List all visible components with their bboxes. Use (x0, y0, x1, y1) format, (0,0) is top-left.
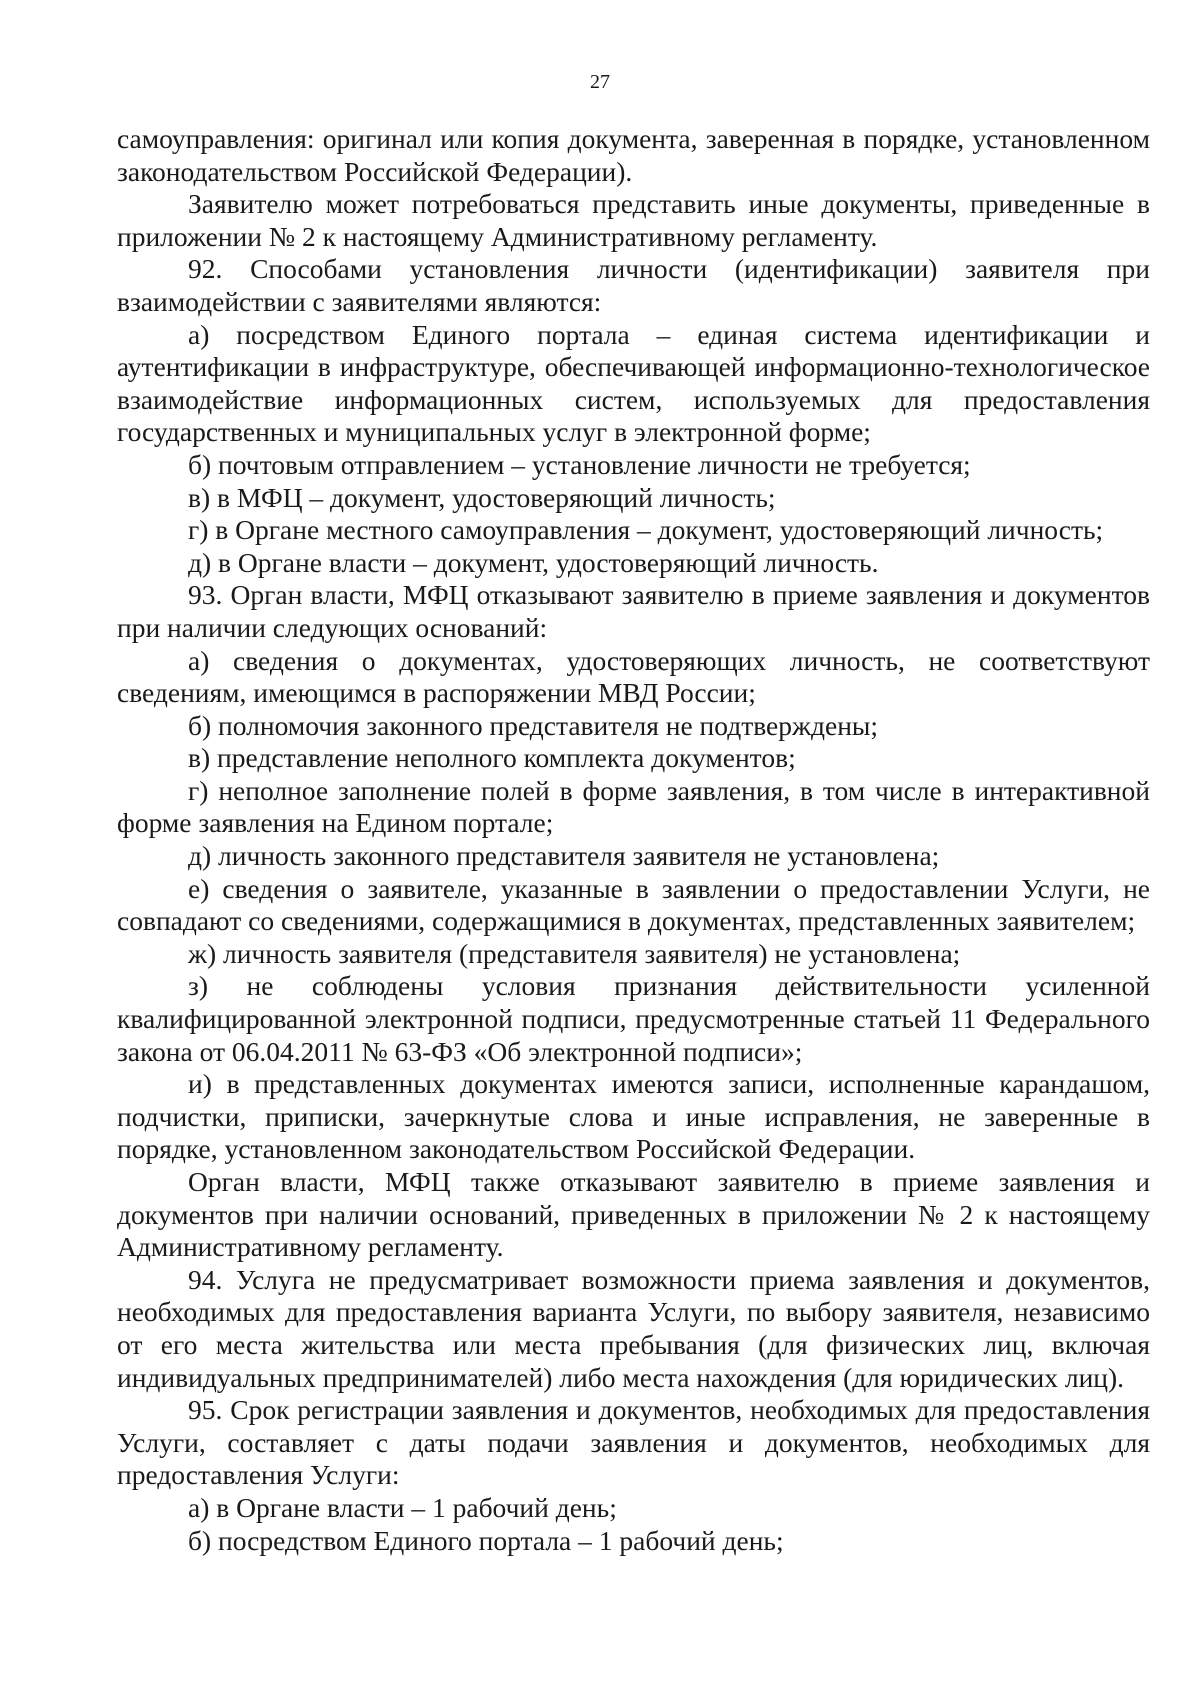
paragraph: Заявителю может потребоваться представить иные документы, приведенные в приложении № 2 к настоящему Административному регламенту. (117, 188, 1150, 252)
paragraph: а) сведения о документах, удостоверяющих личность, не соответствуют сведениям, имеющимся в распоряжении МВД России; (117, 644, 1150, 709)
paragraph: а) в Органе власти – 1 рабочий день; (188, 1491, 617, 1523)
paragraph: г) в Органе местного самоуправления – документ, удостоверяющий личность; (188, 514, 1104, 546)
paragraph: д) в Органе власти – документ, удостоверяющий личность. (188, 546, 879, 578)
document-body (117, 123, 1150, 1557)
paragraph: Орган власти, МФЦ также отказывают заявителю в приеме заявления и документов при наличии оснований, приведенных в приложении № 2 к настоящему Административному регламенту. (117, 1166, 1150, 1263)
paragraph: ж) личность заявителя (представителя заявителя) не установлена; (188, 937, 961, 969)
page-number: 27 (590, 71, 610, 93)
paragraph: б) посредством Единого портала – 1 рабочий день; (188, 1524, 784, 1556)
paragraph: в) в МФЦ – документ, удостоверяющий личность; (188, 481, 776, 513)
paragraph: и) в представленных документах имеются записи, исполненные карандашом, подчистки, приписки, зачеркнутые слова и иные исправления, не заверенные в порядке, установленном законодательством Российской Федерации. (117, 1068, 1150, 1165)
paragraph: 95. Срок регистрации заявления и документов, необходимых для предоставления Услуги, составляет с даты подачи заявления и документов, необходимых для предоставления Услуги: (117, 1394, 1150, 1491)
paragraph: г) неполное заполнение полей в форме заявления, в том числе в интерактивной форме заявления на Едином портале; (117, 774, 1150, 839)
paragraph: самоуправления: оригинал или копия документа, заверенная в порядке, установленном законодательством Российской Федерации). (117, 123, 1150, 187)
paragraph: б) почтовым отправлением – установление личности не требуется; (188, 448, 971, 480)
paragraph: е) сведения о заявителе, указанные в заявлении о предоставлении Услуги, не совпадают со сведениями, содержащимися в документах, представленных заявителем; (117, 872, 1150, 937)
paragraph: б) полномочия законного представителя не подтверждены; (188, 709, 879, 741)
paragraph: з) не соблюдены условия признания действительности усиленной квалифицированной электронной подписи, предусмотренные статьей 11 Федерального закона от 06.04.2011 № 63-ФЗ «Об электронной подписи»; (117, 970, 1150, 1067)
paragraph: 94. Услуга не предусматривает возможности приема заявления и документов, необходимых для предоставления варианта Услуги, по выбору заявителя, независимо от его места жительства или места пребывания (для физических лиц, включая индивидуальных предпринимателей) либо места нахождения (для юридических лиц). (117, 1263, 1150, 1393)
paragraph: д) личность законного представителя заявителя не установлена; (188, 840, 940, 872)
paragraph: 92. Способами установления личности (идентификации) заявителя при взаимодействии с заявителями являются: (117, 253, 1150, 317)
paragraph: в) представление неполного комплекта документов; (188, 742, 796, 774)
paragraph: 93. Орган власти, МФЦ отказывают заявителю в приеме заявления и документов при наличии следующих оснований: (117, 579, 1150, 643)
paragraph: а) посредством Единого портала – единая система идентификации и аутентификации в инфраструктуре, обеспечивающей информационно-технологическое взаимодействие информационных систем, используемых для предоставления государственных и муниципальных услуг в электронной форме; (117, 318, 1150, 448)
